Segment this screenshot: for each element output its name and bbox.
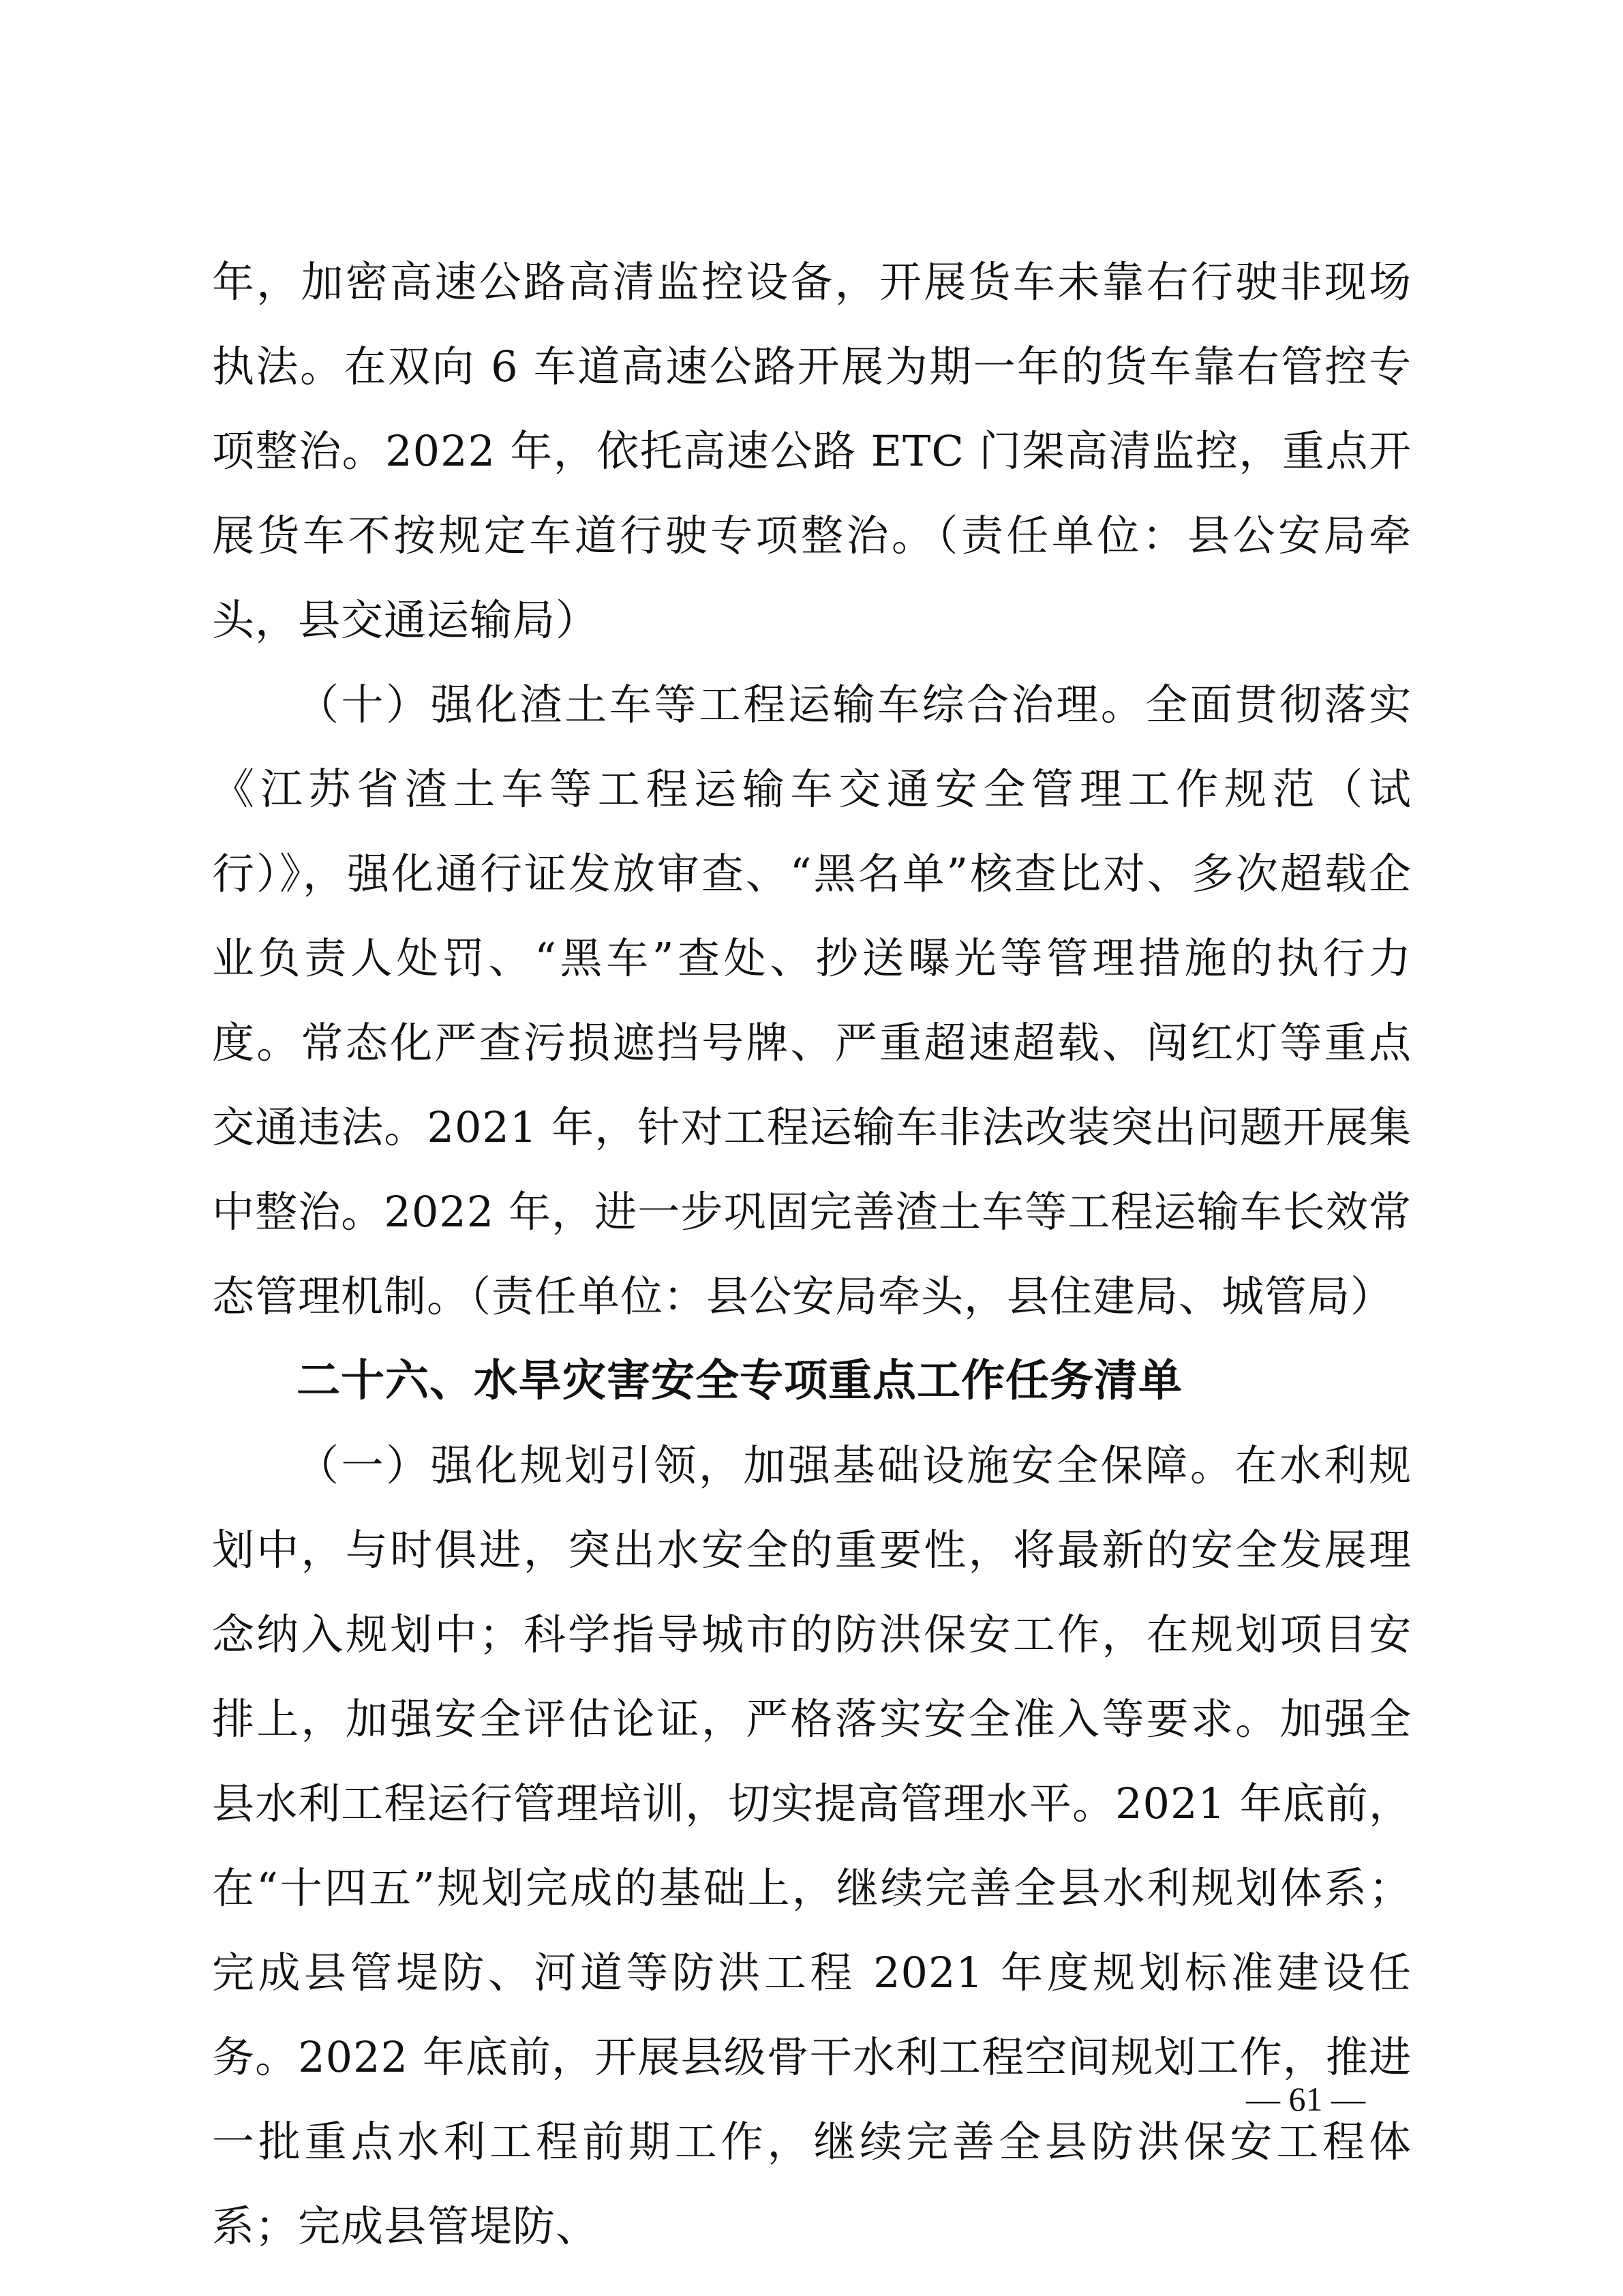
paragraph-planning-guidance: （一）强化规划引领，加强基础设施安全保障。在水利规划中，与时俱进，突出水安全的重要性，将最新的安全发展理念纳入规划中；科学指导城市的防洪保安工作，在规划项目安排上，加强安全评估论证，严格落实安全准入等要求。加强全县水利工程运行管理培训，切实提高管理水平。2021 年底前，在“十四五”规划完成的基础上，继续完善全县水利规划体系；完成县管堤防、河道等防洪工程 2021 年度规划标准建设任务。2022 年底前，开展县级骨干水利工程空间规划工作，推进一批重点水利工程前期工作，继续完善全县防洪保安工程体系；完成县管堤防、 [212, 1440, 1412, 2251]
section-heading: 二十六、水旱灾害安全专项重点工作任务清单 [297, 1356, 1183, 1406]
page-number: — 61 — [1246, 2080, 1365, 2118]
document-body [212, 240, 1412, 2269]
paragraph-highway-truck-lane: 年，加密高速公路高清监控设备，开展货车未靠右行驶非现场执法。在双向 6 车道高速公路开展为期一年的货车靠右管控专项整治。2022 年，依托高速公路 ETC 门架高清监控，重点开展货车不按规定车道行驶专项整治。（责任单位：县公安局牵头，县交通运输局） [212, 257, 1412, 645]
paragraph-muck-truck-governance: （十）强化渣土车等工程运输车综合治理。全面贯彻落实《江苏省渣土车等工程运输车交通安全管理工作规范（试行）》，强化通行证发放审查、“黑名单”核查比对、多次超载企业负责人处罚、“黑车”查处、抄送曝光等管理措施的执行力度。常态化严查污损遮挡号牌、严重超速超载、闯红灯等重点交通违法。2021 年，针对工程运输车非法改装突出问题开展集中整治。2022 年，进一步巩固完善渣土车等工程运输车长效常态管理机制。（责任单位：县公安局牵头，县住建局、城管局） [212, 680, 1412, 1321]
